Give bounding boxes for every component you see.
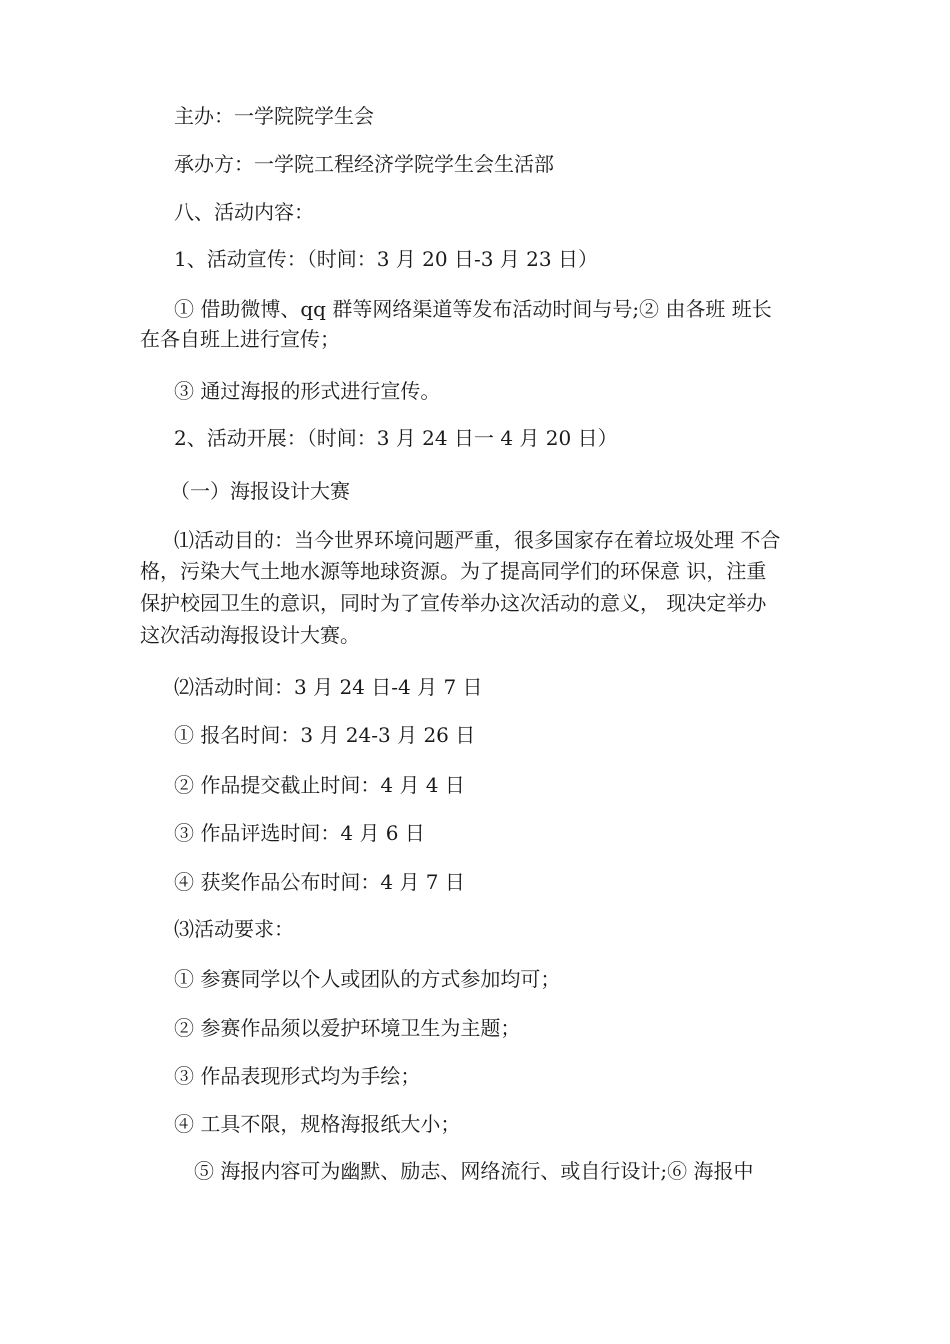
- requirement-2: ② 参赛作品须以爱护环境卫生为主题；: [174, 1016, 521, 1040]
- time-item-1: ① 报名时间：3 月 24-3 月 26 日: [174, 723, 476, 747]
- time-item-3: ③ 作品评选时间：4 月 6 日: [174, 821, 425, 845]
- purpose-line-1: ⑴活动目的：当今世界环境问题严重，很多国家存在着垃圾处理 不合: [174, 528, 781, 552]
- requirements-heading: ⑶活动要求：: [174, 917, 294, 941]
- requirement-3: ③ 作品表现形式均为手绘；: [174, 1064, 421, 1088]
- purpose-line-4: 这次活动海报设计大赛。: [140, 623, 360, 647]
- purpose-line-2: 格，污染大气土地水源等地球资源。为了提高同学们的环保意 识，注重: [140, 559, 767, 583]
- publicity-item-3: ③ 通过海报的形式进行宣传。: [174, 379, 441, 403]
- contest-heading: （一）海报设计大赛: [170, 479, 350, 503]
- time-item-4: ④ 获奖作品公布时间：4 月 7 日: [174, 870, 465, 894]
- requirement-5: ⑤ 海报内容可为幽默、励志、网络流行、或自行设计;⑥ 海报中: [194, 1159, 754, 1183]
- requirement-4: ④ 工具不限，规格海报纸大小；: [174, 1112, 461, 1136]
- section-heading: 八、活动内容：: [174, 200, 314, 224]
- purpose-line-3: 保护校园卫生的意识，同时为了宣传举办这次活动的意义， 现决定举办: [140, 591, 767, 615]
- publicity-item-1-cont: 在各自班上进行宣传；: [140, 327, 340, 351]
- event-heading: 2、活动开展：（时间：3 月 24 日一 4 月 20 日）: [174, 426, 618, 450]
- organizer-line: 主办：一学院院学生会: [174, 104, 374, 128]
- time-heading: ⑵活动时间：3 月 24 日-4 月 7 日: [174, 675, 483, 699]
- co-organizer-line: 承办方：一学院工程经济学院学生会生活部: [174, 152, 554, 176]
- publicity-item-1: ① 借助微博、qq 群等网络渠道等发布活动时间与号;② 由各班 班长: [174, 297, 772, 321]
- publicity-heading: 1、活动宣传：（时间：3 月 20 日-3 月 23 日）: [174, 247, 598, 271]
- time-item-2: ② 作品提交截止时间：4 月 4 日: [174, 773, 465, 797]
- requirement-1: ① 参赛同学以个人或团队的方式参加均可；: [174, 967, 561, 991]
